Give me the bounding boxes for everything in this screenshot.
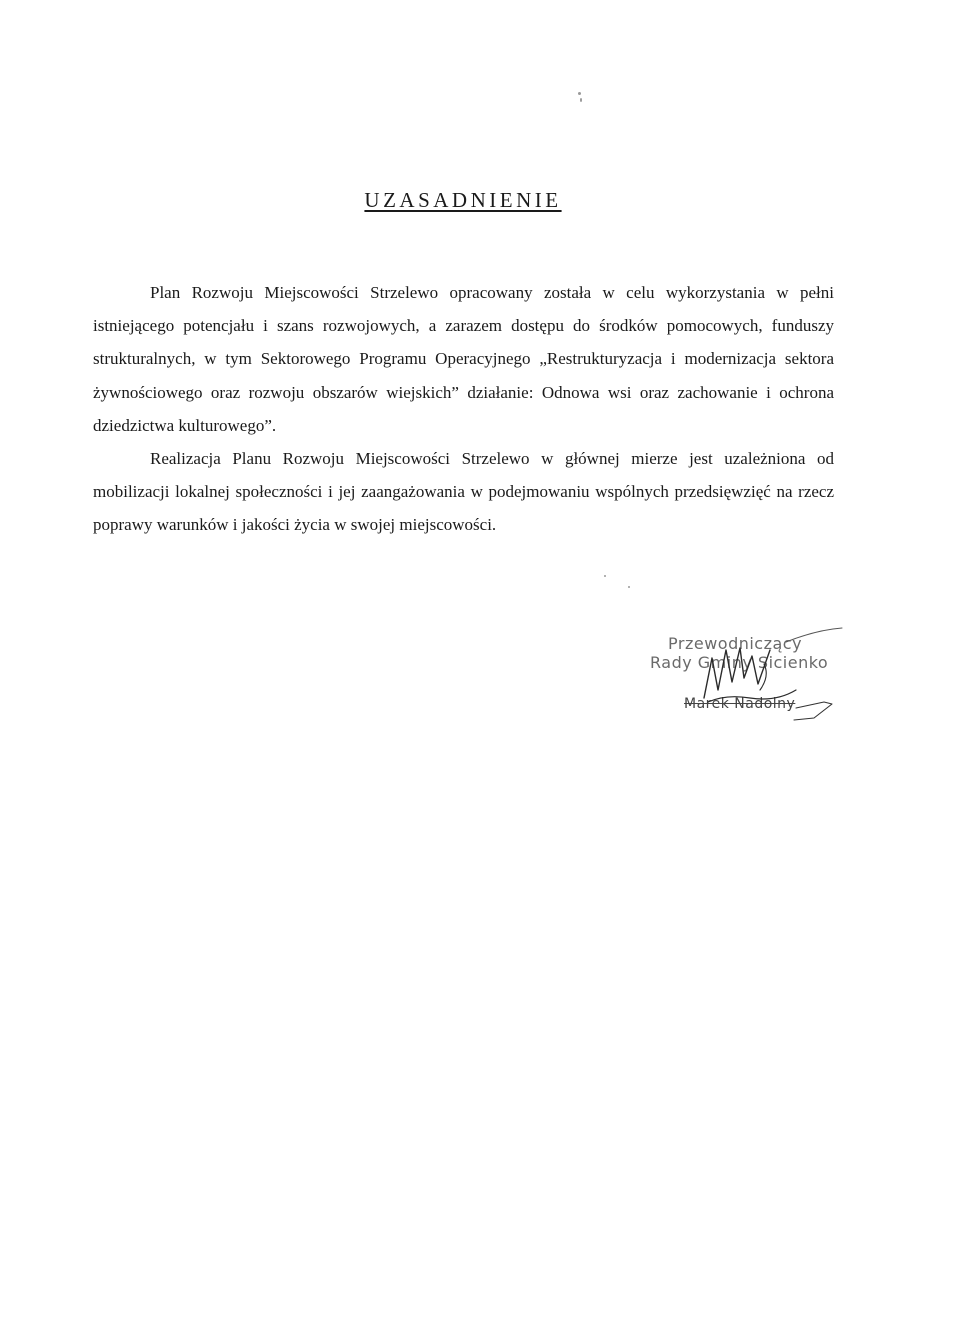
scan-speck (604, 575, 606, 577)
scan-speck (578, 92, 581, 95)
scan-speck (628, 586, 630, 588)
handwritten-signature (646, 620, 846, 730)
signature-stamp (646, 620, 846, 730)
paragraph-2: Realizacja Planu Rozwoju Miejscowości Strzelewo w głównej mierze jest uzależniona od mobilizacji lokalnej społeczności i jej zaangażowania w podejmowaniu wspólnych przedsięwzięć na rzecz poprawy warunków i jakości życia w swojej miejscowości. (93, 449, 834, 535)
signature-name: Marek Nadolny (684, 696, 796, 712)
signature-council: Rady Gminy Sicienko (650, 653, 829, 672)
document-title: UZASADNIENIE (364, 188, 562, 213)
signature-role: Przewodniczący (668, 634, 803, 653)
paragraph-1: Plan Rozwoju Miejscowości Strzelewo opracowany została w celu wykorzystania w pełni istniejącego potencjału i szans rozwojowych, a zarazem dostępu do środków pomocowych, funduszy strukturalnych, w tym Sektorowego Programu Operacyjnego „Restrukturyzacja i modernizacja sektora żywnościowego oraz rozwoju obszarów wiejskich” działanie: Odnowa wsi oraz zachowanie i ochrona dziedzictwa kulturowego”. (93, 283, 834, 435)
scan-speck (580, 98, 582, 102)
document-body (93, 276, 834, 542)
